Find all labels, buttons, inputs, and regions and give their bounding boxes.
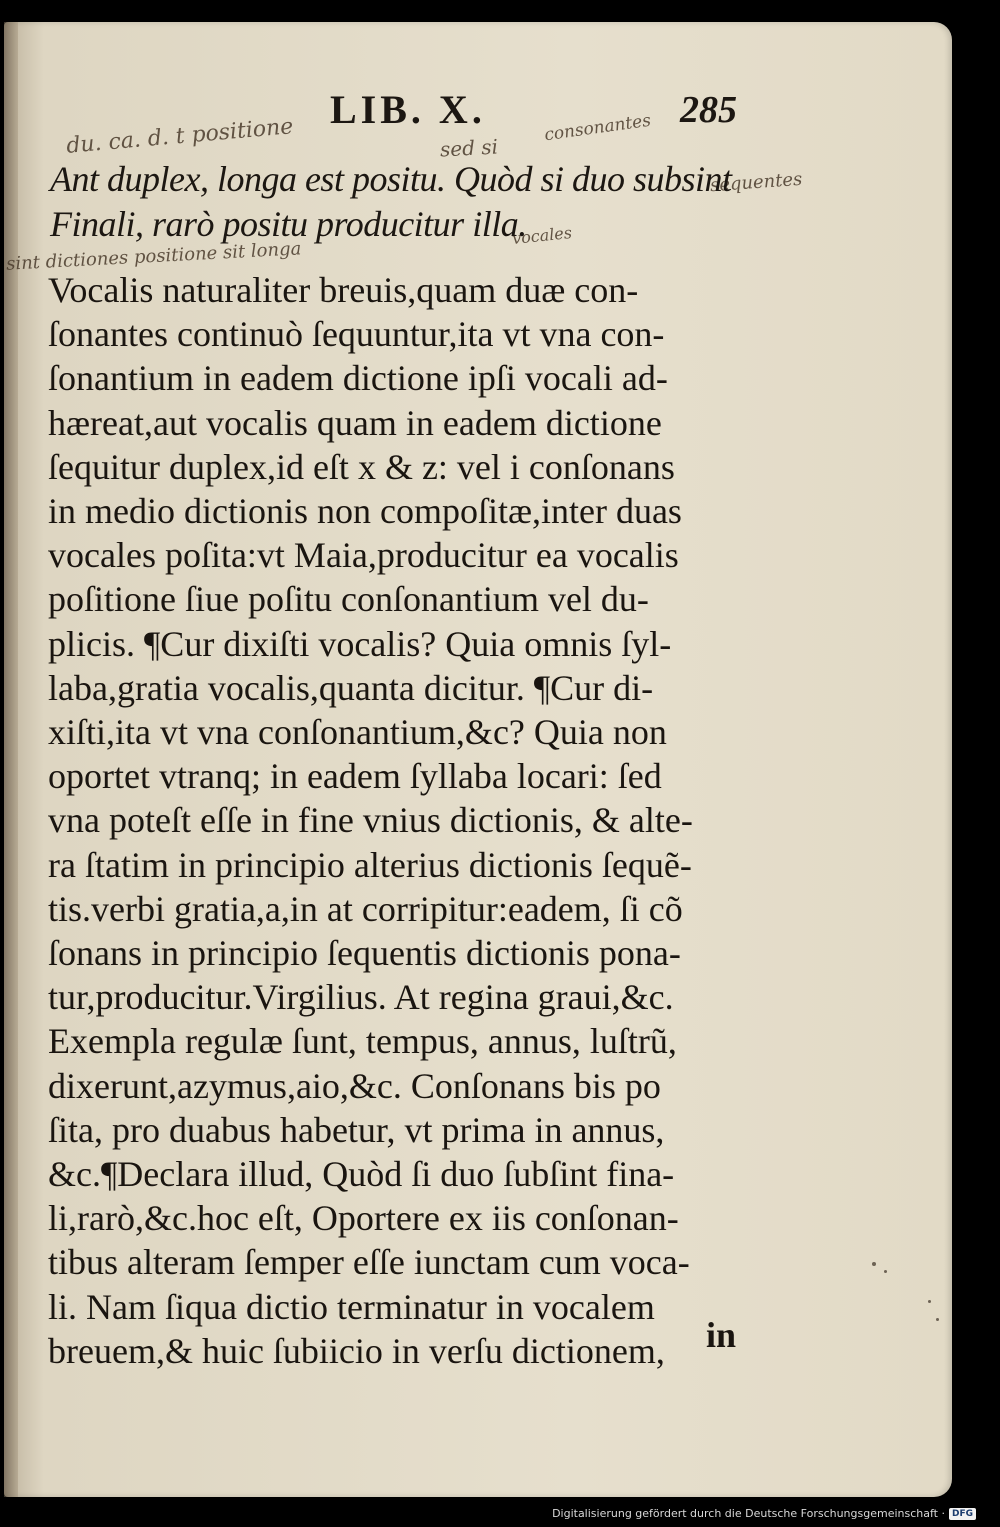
text-line: hæreat,aut vocalis quam in eadem dictione	[48, 402, 662, 443]
text-line: in medio dictionis non compoſitæ,inter duas	[48, 491, 682, 532]
text-line: ſita, pro duabus habetur, vt prima in annus,	[48, 1109, 665, 1150]
text-line: plicis. ¶Cur dixiſti vocalis? Quia omnis ſyl-	[48, 623, 672, 664]
text-line: vocales poſita:vt Maia,producitur ea vocalis	[48, 535, 679, 576]
text-line: ra ſtatim in principio alterius dictionis ſequẽ-	[48, 844, 692, 885]
text-line: dixerunt,azymus,aio,&c. Conſonans bis po	[48, 1065, 661, 1106]
handwritten-note: vocales	[511, 222, 573, 249]
running-title: LIB. X.	[330, 87, 486, 132]
text-line: xiſti,ita vt vna conſonantium,&c? Quia non	[48, 712, 667, 753]
handwritten-note: sequentes	[709, 168, 803, 197]
catchword: in	[706, 1315, 737, 1355]
commentary-text	[48, 268, 768, 1373]
handwritten-note: sint dictiones positione sit longa	[5, 238, 302, 275]
dfg-logo: DFG	[949, 1508, 976, 1520]
text-line: oportet vtranq; in eadem ſyllaba locari: ſed	[48, 756, 662, 797]
ink-speck	[928, 1300, 931, 1303]
text-line: ſonantium in eadem dictione ipſi vocali ad-	[48, 358, 668, 399]
text-line: ſonans in principio ſequentis dictionis pona-	[48, 933, 681, 974]
handwritten-note: du. ca. d. t positione	[65, 114, 295, 159]
credit-text: Digitalisierung gefördert durch die Deutsche Forschungsgemeinschaft ·	[552, 1507, 945, 1520]
text-line: tis.verbi gratia,a,in at corripitur:eadem, ſi cõ	[48, 888, 683, 929]
text-line: li. Nam ſiqua dictio terminatur in vocalem	[48, 1286, 655, 1327]
text-line: laba,gratia vocalis,quanta dicitur. ¶Cur di-	[48, 667, 654, 708]
text-line: &c.¶Declara illud, Quòd ſi duo ſubſint fina-	[48, 1154, 675, 1195]
text-line: ſonantes continuò ſequuntur,ita vt vna con-	[48, 314, 665, 355]
handwritten-note: sed si	[439, 134, 499, 162]
ink-speck	[872, 1262, 876, 1266]
digitization-credit	[552, 1507, 976, 1520]
text-line: tur,producitur.Virgilius. At regina graui,&c.	[48, 977, 674, 1018]
ink-speck	[884, 1270, 887, 1273]
verse-line: Ant duplex, longa est positu. Quòd si duo subsint	[50, 159, 732, 199]
text-line: poſitione ſiue poſitu conſonantium vel du-	[48, 579, 649, 620]
page-number: 285	[680, 89, 737, 131]
text-line: vna poteſt eſſe in fine vnius dictionis, & alte-	[48, 800, 693, 841]
handwritten-note: consonantes	[543, 110, 653, 146]
ink-speck	[936, 1318, 939, 1321]
verse-line: Finali, rarò positu producitur illa.	[50, 204, 527, 244]
text-line: Vocalis naturaliter breuis,quam duæ con-	[48, 270, 639, 310]
text-line: tibus alteram ſemper eſſe iunctam cum voca-	[48, 1242, 690, 1283]
text-line: li,rarò,&c.hoc eſt, Oportere ex iis conſonan-	[48, 1198, 679, 1239]
page-gutter-shadow	[4, 22, 18, 1497]
text-line: Exempla regulæ ſunt, tempus, annus, luſtrũ,	[48, 1021, 677, 1062]
text-line: ſequitur duplex,id eſt x & z: vel i conſonans	[48, 446, 675, 487]
text-line: breuem,& huic ſubiicio in verſu dictionem,	[48, 1330, 665, 1371]
